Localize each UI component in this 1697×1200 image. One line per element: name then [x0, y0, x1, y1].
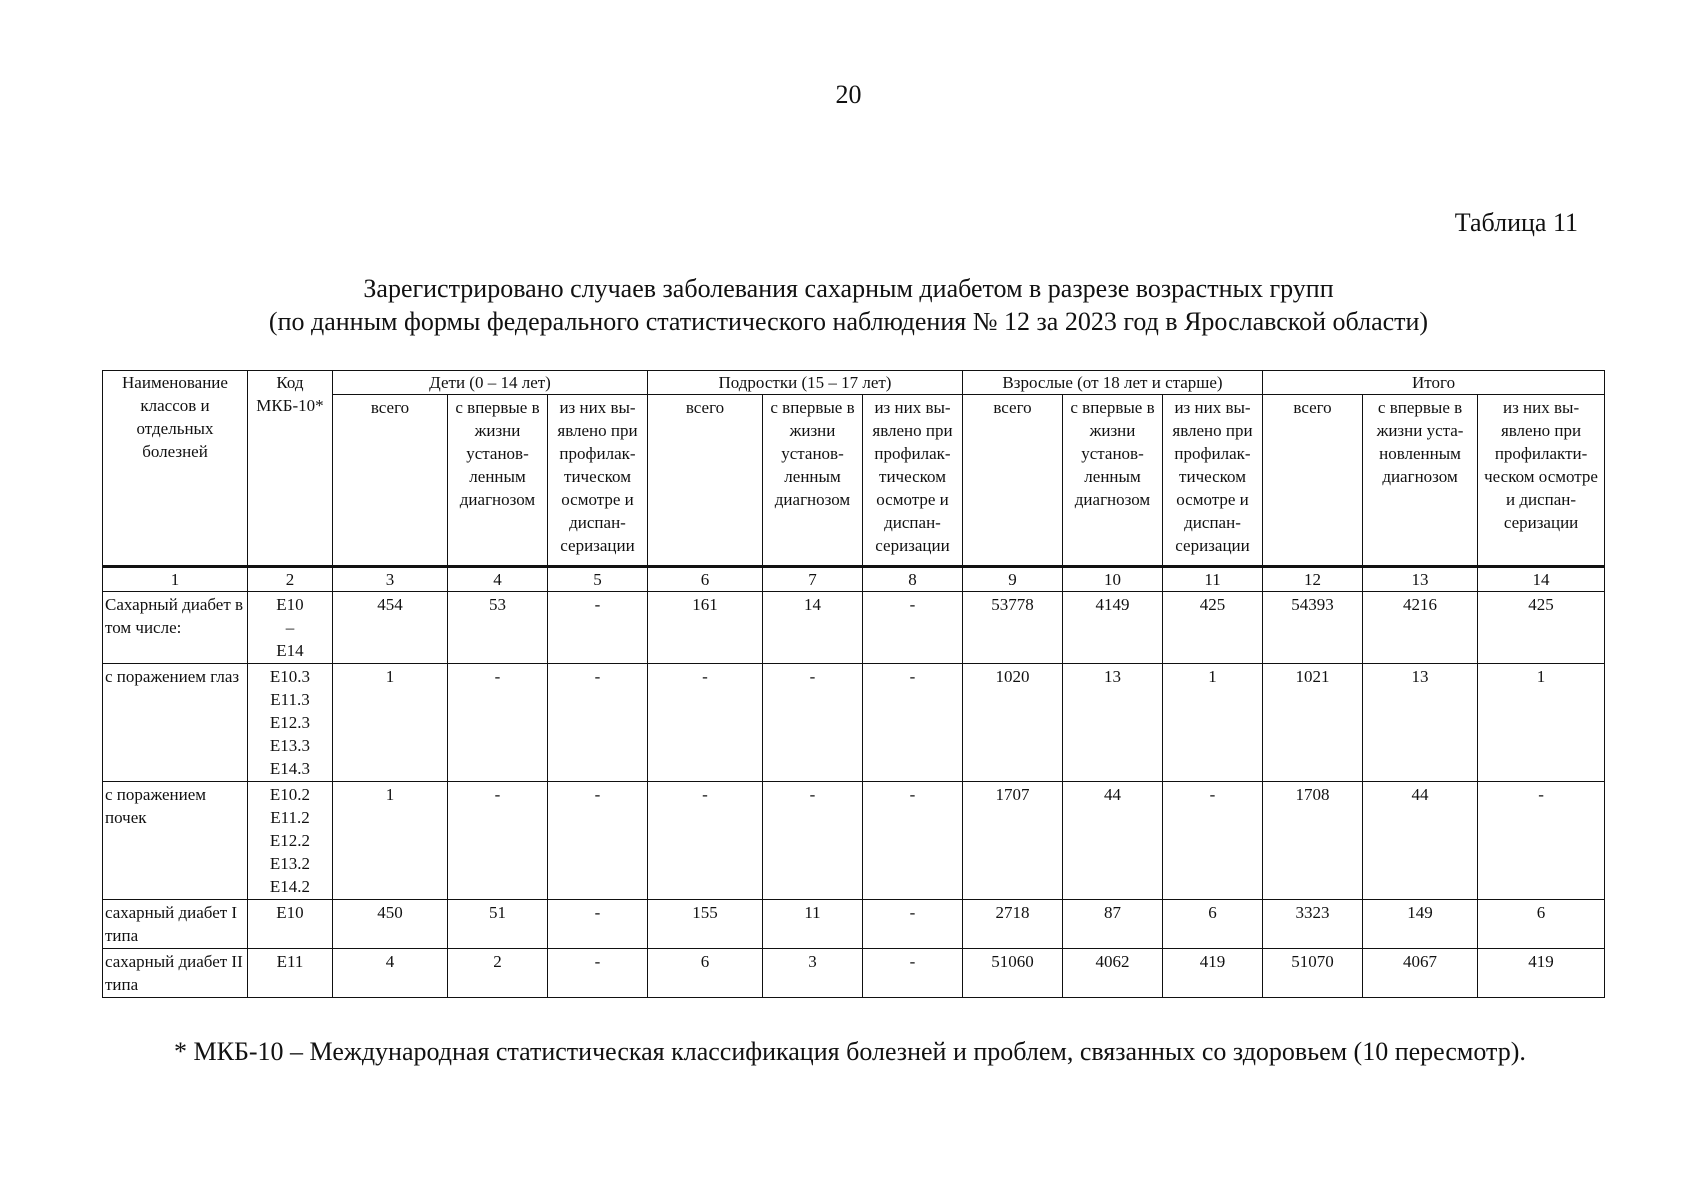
- title-line-2: (по данным формы федерального статистического наблюдения № 12 за 2023 год в Ярославской области): [268, 307, 1429, 336]
- value-cell: 1: [1163, 664, 1263, 782]
- header-subcolumn: всего: [963, 395, 1063, 567]
- icd-code-cell: Е10: [248, 900, 333, 949]
- value-cell: 1: [1478, 664, 1605, 782]
- header-subcolumn: всего: [333, 395, 448, 567]
- header-code-column: Код МКБ-10*: [248, 371, 333, 567]
- value-cell: -: [548, 949, 648, 998]
- value-cell: 1021: [1263, 664, 1363, 782]
- value-cell: -: [548, 592, 648, 664]
- value-cell: -: [548, 900, 648, 949]
- value-cell: 13: [1063, 664, 1163, 782]
- icd-code-cell: Е10 – Е14: [248, 592, 333, 664]
- value-cell: 53: [448, 592, 548, 664]
- column-number: 2: [248, 567, 333, 592]
- value-cell: 51: [448, 900, 548, 949]
- table-title: [0, 272, 1697, 338]
- value-cell: -: [548, 664, 648, 782]
- page-number: 20: [835, 80, 862, 109]
- value-cell: 51070: [1263, 949, 1363, 998]
- header-group-adults: Взрослые (от 18 лет и старше): [963, 371, 1263, 395]
- title-line-1: Зарегистрировано случаев заболевания сахарным диабетом в разрезе возрастных групп: [363, 274, 1334, 303]
- value-cell: -: [863, 782, 963, 900]
- header-name-column: Наименование классов и отдельных болезней: [103, 371, 248, 567]
- table-row: [103, 782, 1605, 900]
- icd-code-cell: Е11: [248, 949, 333, 998]
- header-subcolumn: с впервые в жизни установ-ленным диагнозом: [1063, 395, 1163, 567]
- value-cell: -: [1163, 782, 1263, 900]
- icd-code-cell: Е10.2 Е11.2 Е12.2 Е13.2 Е14.2: [248, 782, 333, 900]
- value-cell: -: [863, 592, 963, 664]
- value-cell: 3323: [1263, 900, 1363, 949]
- value-cell: 1: [333, 664, 448, 782]
- column-number: 10: [1063, 567, 1163, 592]
- header-subcolumn: из них вы-явлено при профилак-тическом осмотре и диспан-серизации: [1163, 395, 1263, 567]
- diabetes-cases-table: [102, 370, 1605, 998]
- table-label: Таблица 11: [1454, 208, 1578, 237]
- table-row: [103, 592, 1605, 664]
- footnote: * МКБ-10 – Международная статистическая классификация болезней и проблем, связанных со здоровьем (10 пересмотр).: [174, 1037, 1526, 1066]
- value-cell: -: [648, 664, 763, 782]
- value-cell: 54393: [1263, 592, 1363, 664]
- value-cell: -: [548, 782, 648, 900]
- column-number: 9: [963, 567, 1063, 592]
- value-cell: 1707: [963, 782, 1063, 900]
- header-subcolumn: с впервые в жизни установ-ленным диагнозом: [763, 395, 863, 567]
- disease-name-cell: с поражением глаз: [103, 664, 248, 782]
- column-number: 11: [1163, 567, 1263, 592]
- value-cell: 6: [1163, 900, 1263, 949]
- value-cell: -: [1478, 782, 1605, 900]
- value-cell: 11: [763, 900, 863, 949]
- column-number: 14: [1478, 567, 1605, 592]
- value-cell: 4067: [1363, 949, 1478, 998]
- disease-name-cell: Сахарный диабет в том числе:: [103, 592, 248, 664]
- value-cell: -: [863, 949, 963, 998]
- value-cell: 4216: [1363, 592, 1478, 664]
- header-subcolumn: с впервые в жизни установ-ленным диагнозом: [448, 395, 548, 567]
- header-subcolumn: всего: [648, 395, 763, 567]
- header-subcolumn: из них вы-явлено при профилак-тическом осмотре и диспан-серизации: [863, 395, 963, 567]
- header-subcolumn: из них вы-явлено при профилак-тическом осмотре и диспан-серизации: [548, 395, 648, 567]
- value-cell: 2: [448, 949, 548, 998]
- value-cell: 1708: [1263, 782, 1363, 900]
- value-cell: 13: [1363, 664, 1478, 782]
- disease-name-cell: с поражением почек: [103, 782, 248, 900]
- table-row: [103, 949, 1605, 998]
- value-cell: 2718: [963, 900, 1063, 949]
- disease-name-cell: сахарный диабет II типа: [103, 949, 248, 998]
- value-cell: -: [863, 900, 963, 949]
- value-cell: -: [763, 782, 863, 900]
- value-cell: 419: [1163, 949, 1263, 998]
- header-subcolumn: с впервые в жизни уста-новленным диагнозом: [1363, 395, 1478, 567]
- header-group-children: Дети (0 – 14 лет): [333, 371, 648, 395]
- table-body: [103, 592, 1605, 998]
- value-cell: -: [448, 782, 548, 900]
- value-cell: 6: [648, 949, 763, 998]
- column-number: 5: [548, 567, 648, 592]
- value-cell: 1020: [963, 664, 1063, 782]
- table-row: [103, 664, 1605, 782]
- header-group-total: Итого: [1263, 371, 1605, 395]
- value-cell: 1: [333, 782, 448, 900]
- header-group-teenagers: Подростки (15 – 17 лет): [648, 371, 963, 395]
- table-header: [103, 371, 1605, 592]
- column-number: 12: [1263, 567, 1363, 592]
- column-number: 8: [863, 567, 963, 592]
- column-number: 1: [103, 567, 248, 592]
- column-number: 6: [648, 567, 763, 592]
- value-cell: 425: [1478, 592, 1605, 664]
- value-cell: -: [863, 664, 963, 782]
- column-number: 3: [333, 567, 448, 592]
- value-cell: 3: [763, 949, 863, 998]
- column-number: 13: [1363, 567, 1478, 592]
- value-cell: -: [448, 664, 548, 782]
- value-cell: 161: [648, 592, 763, 664]
- value-cell: 51060: [963, 949, 1063, 998]
- table-row: [103, 900, 1605, 949]
- header-subcolumn: из них вы-явлено при профилакти-ческом осмотре и диспан-серизации: [1478, 395, 1605, 567]
- value-cell: 14: [763, 592, 863, 664]
- value-cell: 4149: [1063, 592, 1163, 664]
- column-number: 7: [763, 567, 863, 592]
- icd-code-cell: Е10.3 Е11.3 Е12.3 Е13.3 Е14.3: [248, 664, 333, 782]
- header-subcolumn: всего: [1263, 395, 1363, 567]
- value-cell: 425: [1163, 592, 1263, 664]
- value-cell: 44: [1063, 782, 1163, 900]
- value-cell: 155: [648, 900, 763, 949]
- value-cell: 4062: [1063, 949, 1163, 998]
- value-cell: 149: [1363, 900, 1478, 949]
- value-cell: 454: [333, 592, 448, 664]
- value-cell: 87: [1063, 900, 1163, 949]
- value-cell: 450: [333, 900, 448, 949]
- value-cell: -: [763, 664, 863, 782]
- value-cell: 44: [1363, 782, 1478, 900]
- value-cell: 4: [333, 949, 448, 998]
- value-cell: -: [648, 782, 763, 900]
- column-number: 4: [448, 567, 548, 592]
- disease-name-cell: сахарный диабет I типа: [103, 900, 248, 949]
- value-cell: 6: [1478, 900, 1605, 949]
- value-cell: 53778: [963, 592, 1063, 664]
- value-cell: 419: [1478, 949, 1605, 998]
